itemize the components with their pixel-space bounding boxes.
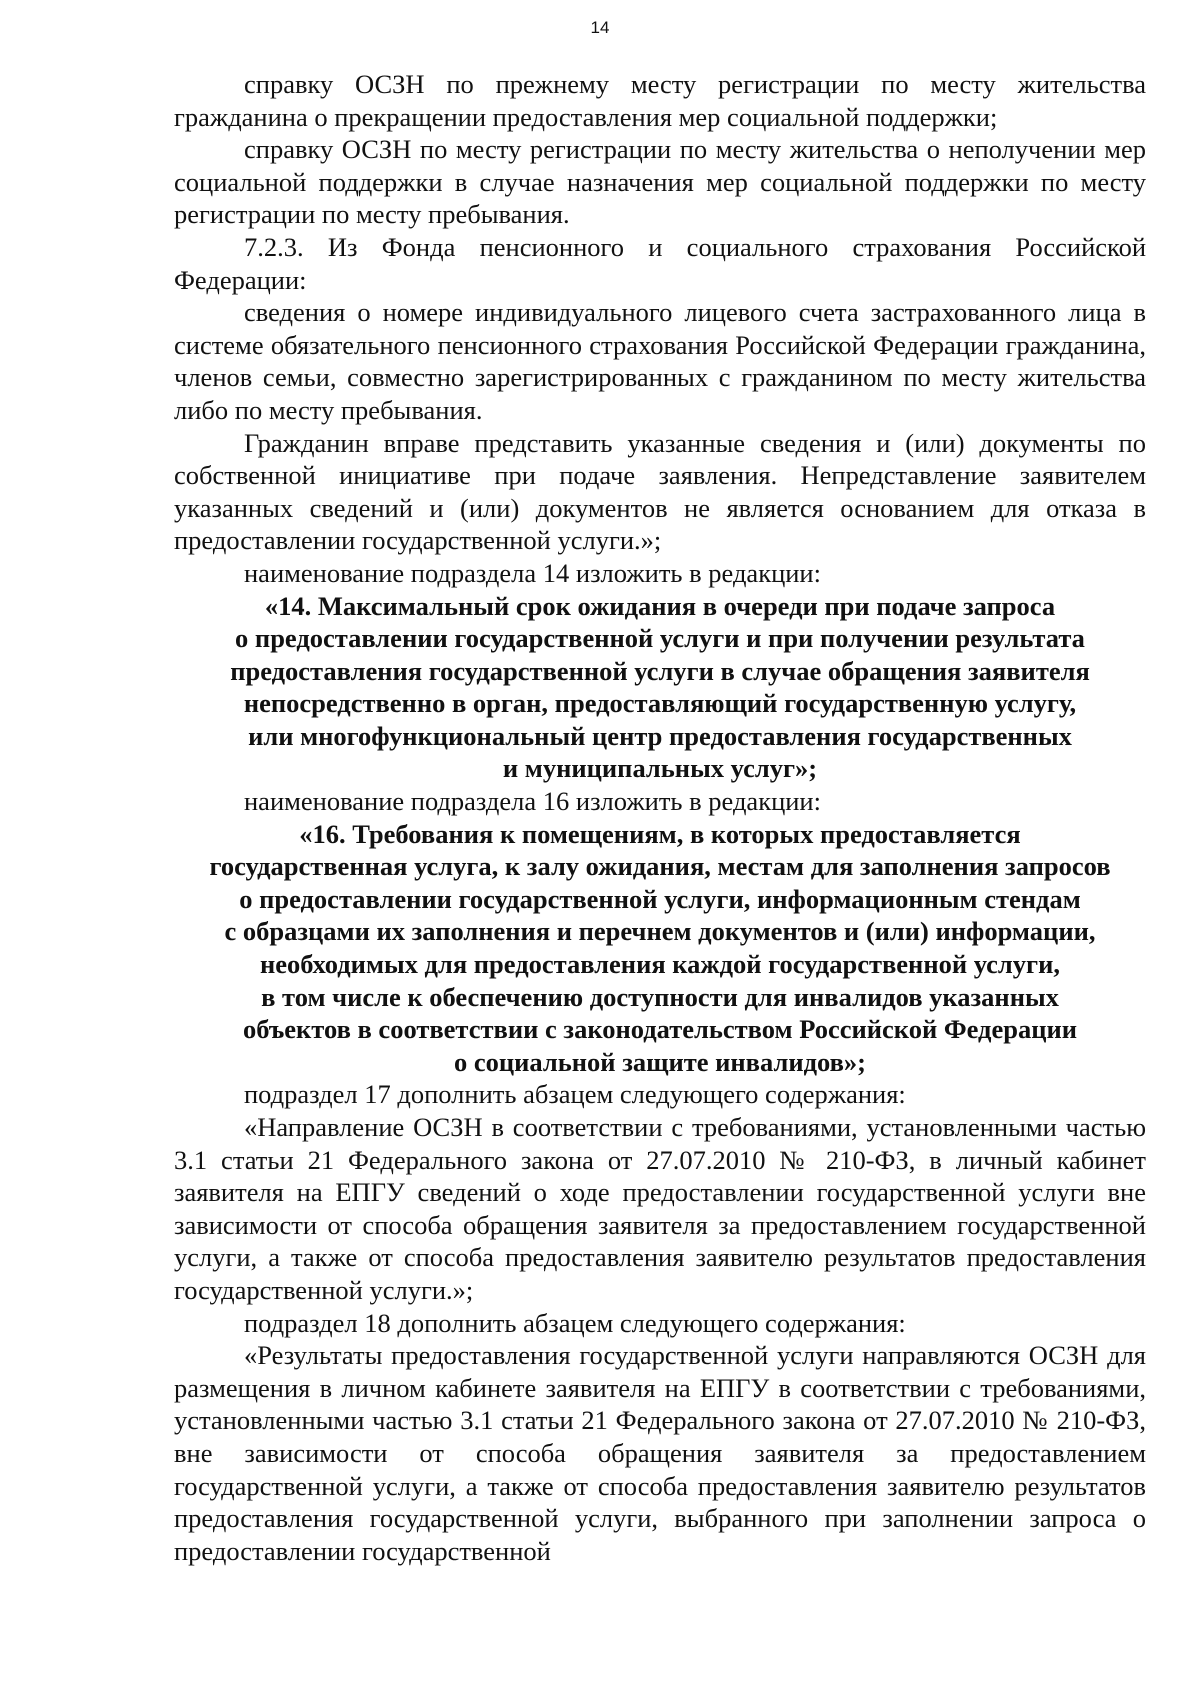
heading-line: государственная услуга, к залу ожидания, местам для заполнения запросов — [209, 851, 1111, 882]
heading-line: и муниципальных услуг»; — [502, 753, 818, 784]
heading-line: непосредственно в орган, предоставляющий государственную услугу, — [243, 688, 1077, 719]
page-number: 14 — [590, 18, 610, 37]
paragraph: «Результаты предоставления государственной услуги направляются ОСЗН для размещения в личном кабинете заявителя на ЕПГУ в соответствии с требованиями, установленными частью 3.1 статьи 21 Федерального закона от 27.07.2010 № 210-ФЗ, вне зависимости от способа обращения заявителя за предоставлением государственной услуги, а также от способа предоставления заявителю результатов предоставления государственной услуги, выбранного при заполнении запроса о предоставлении государственной — [174, 1340, 1146, 1566]
document-body — [174, 68, 1146, 1567]
paragraph: Гражданин вправе представить указанные сведения и (или) документы по собственной инициативе при подаче заявления. Непредставление заявителем указанных сведений и (или) документов не является основанием для отказа в предоставлении государственной услуги.»; — [174, 427, 1146, 556]
heading-line: «16. Требования к помещениям, в которых предоставляется — [299, 818, 1021, 849]
paragraph: подраздел 18 дополнить абзацем следующего содержания: — [244, 1307, 906, 1338]
heading-line: необходимых для предоставления каждой государственной услуги, — [260, 949, 1060, 980]
heading-line: о социальной защите инвалидов»; — [454, 1046, 866, 1077]
section-heading-14 — [174, 590, 1146, 786]
heading-line: в том числе к обеспечению доступности для инвалидов указанных — [261, 981, 1059, 1012]
paragraph: наименование подраздела 14 изложить в редакции: — [244, 557, 821, 588]
section-heading-16 — [174, 818, 1146, 1079]
heading-line: о предоставлении государственной услуги, информационным стендам — [239, 883, 1081, 914]
paragraph: справку ОСЗН по месту регистрации по месту жительства о неполучении мер социальной поддержки в случае назначения мер социальной поддержки по месту регистрации по месту пребывания. — [174, 134, 1146, 230]
heading-line: «14. Максимальный срок ожидания в очереди при подаче запроса — [264, 590, 1056, 621]
heading-line: объектов в соответствии с законодательством Российской Федерации — [242, 1014, 1077, 1045]
heading-line: с образцами их заполнения и перечнем документов и (или) информации, — [224, 916, 1096, 947]
heading-line: или многофункциональный центр предоставления государственных — [248, 720, 1072, 751]
paragraph: «Направление ОСЗН в соответствии с требованиями, установленными частью 3.1 статьи 21 Федерального закона от 27.07.2010 № 210-ФЗ, в личный кабинет заявителя на ЕПГУ сведений о ходе предоставлении государственной услуги вне зависимости от способа обращения заявителя за предоставлением государственной услуги, а также от способа предоставления заявителю результатов предоставления государственной услуги.»; — [174, 1112, 1146, 1305]
paragraph: наименование подраздела 16 изложить в редакции: — [244, 786, 821, 817]
paragraph: подраздел 17 дополнить абзацем следующего содержания: — [244, 1079, 906, 1110]
heading-line: предоставления государственной услуги в случае обращения заявителя — [230, 655, 1090, 686]
paragraph: 7.2.3. Из Фонда пенсионного и социального страхования Российской Федерации: — [174, 231, 1146, 295]
paragraph: справку ОСЗН по прежнему месту регистрации по месту жительства гражданина о прекращении предоставления мер социальной поддержки; — [174, 69, 1146, 132]
paragraph: сведения о номере индивидуального лицевого счета застрахованного лица в системе обязательного пенсионного страхования Российской Федерации гражданина, членов семьи, совместно зарегистрированных с гражданином по месту жительства либо по месту пребывания. — [174, 297, 1146, 425]
heading-line: о предоставлении государственной услуги и при получении результата — [235, 623, 1085, 654]
